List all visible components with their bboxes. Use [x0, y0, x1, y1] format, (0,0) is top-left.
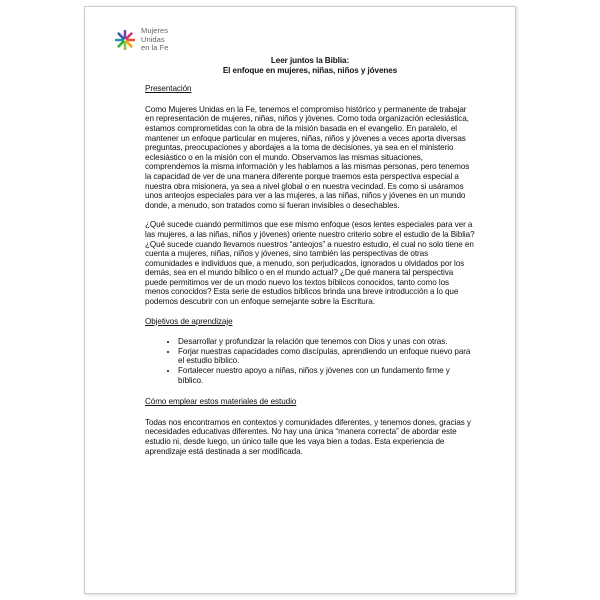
- logo-ray: [127, 42, 132, 47]
- logo-ray: [119, 34, 124, 39]
- logo-ray: [119, 42, 124, 47]
- logo-text: [141, 27, 168, 53]
- list-item: • Fortalecer nuestro apoyo a niñas, niños y jóvenes con un fundamento firme y bíblico.: [178, 366, 475, 385]
- heading-presentacion: Presentación: [145, 84, 192, 94]
- document-body: [145, 56, 475, 466]
- logo-ray: [127, 34, 132, 39]
- organization-logo: [115, 23, 168, 57]
- starburst-logo-icon: [115, 30, 135, 50]
- title-line-2: El enfoque en mujeres, niñas, niños y jóvenes: [222, 65, 398, 75]
- logo-line-1: Mujeres: [141, 26, 169, 36]
- document-title: [145, 56, 475, 75]
- title-line-1: Leer juntos la Biblia:: [270, 56, 350, 65]
- logo-line-3: en la Fe: [141, 43, 169, 53]
- list-item: • Desarrollar y profundizar la relación que tenemos con Dios y unas con otras.: [178, 337, 475, 347]
- document-page: [84, 6, 516, 594]
- heading-objetivos: Objetivos de aprendizaje: [145, 316, 233, 326]
- paragraph-como-emplear: Todas nos encontramos en contextos y comunidades diferentes, y tenemos dones, gracias y necesidades educativas diferentes. No hay una única “manera correcta” de abordar este estudio ni, desde luego, un único talle que les vaya bien a todas. Esta experiencia de aprendizaje está destinada a ser modificada.: [145, 417, 471, 456]
- list-item: • Forjar nuestras capacidades como discípulas, aprendiendo un enfoque nuevo para el estudio bíblico.: [178, 347, 475, 366]
- objetivos-list: [145, 337, 475, 385]
- heading-como-emplear: Cómo emplear estos materiales de estudio: [145, 397, 297, 407]
- paragraph-presentacion-1: Como Mujeres Unidas en la Fe, tenemos el compromiso histórico y permanente de trabajar en representación de mujeres, niñas, niños y jóvenes. Como toda organización eclesiástica, estamos comprometidas con la obra de la misión basada en el evangelio. En paralelo, el mantener un enfoque particular en mujeres, niñas, niños y jóvenes a veces aporta diversas preguntas, preocupaciones y abordajes a la toma de decisiones, ya sea en el ministerio eclesiástico o en la misión con el mundo. Observamos las mismas situaciones, comprendemos la misma información y les hablamos a las mismas personas, pero tenemos la capacidad de ver de una manera diferente porque traemos esta perspectiva especial a nuestra obra misionera, ya sea a nivel global o en nuestra vecindad. Es como si usáramos unos anteojos especiales para ver a las mujeres, a las niñas, niños y jóvenes en un mundo donde, a menudo, son tratados como si fueran invisibles o desechables.: [145, 104, 470, 210]
- paragraph-presentacion-2: ¿Qué sucede cuando permitimos que ese mismo enfoque (esos lentes especiales para ver a las mujeres, a las niñas, niños y jóvenes) oriente nuestro criterio sobre el estudio de la Biblia? ¿Qué sucede cuando llevamos nuestros “anteojos” a nuestro estudio, el cual no solo tiene en cuenta a mujeres, niñas, niños y jóvenes, sino también las perspectivas de otras comunidades e individuos que, a menudo, son perjudicados, ignorados u olvidados por los demás, sea en el mundo bíblico o en el mundo actual? ¿De qué manera tal perspectiva puede permitirnos ver de un modo nuevo los textos bíblicos conocidos, tanto como los menos conocidos? Esta serie de estudios bíblicos brinda una breve introducción a lo que podemos descubrir con un enfoque semejante sobre la Escritura.: [145, 220, 475, 307]
- logo-line-2: Unidas: [141, 34, 165, 44]
